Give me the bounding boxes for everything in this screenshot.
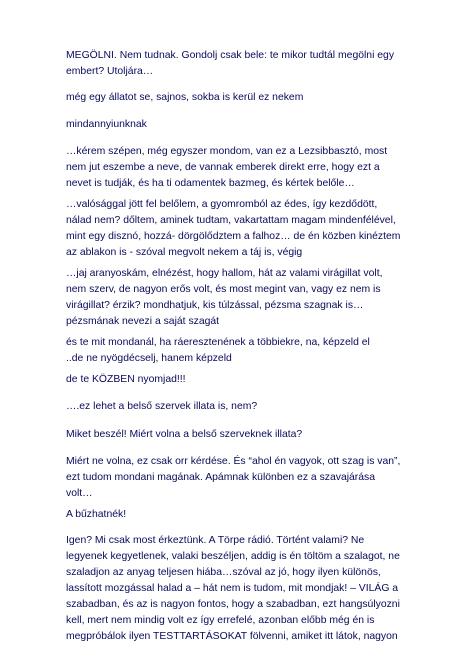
text-line: mindannyiunknak [66,119,147,130]
text-line: MEGÖLNI. Nem tudnak. Gondolj csak bele: te mikor tudtál megölni egy [66,50,395,61]
text-line: Miket beszél! Miért volna a belső szerveknek illata? [66,429,303,440]
text-line: ezt tudom mondani magának. Apámnak különben ez a szavajárása [66,472,376,483]
text-line: szaladjon az anyag teljesen hiába…szóval az jó, hogy ilyen különös, [66,567,381,578]
text-line: volt… [66,488,93,499]
text-line: lassított mozgással halad a – hát nem is tudom, mit mondjak! – VILÁG a [66,583,399,594]
text-line: ….ez lehet a belső szervek illata is, nem? [66,401,258,412]
paragraph-6 [66,266,406,330]
text-line: és te mit mondanál, ha ráeresztenének a többiekre, na, képzeld el [66,337,370,348]
text-line: legyenek kegyetlenek, valaki beszéljen, addig is én töltöm a szalagot, ne [66,551,400,562]
paragraph-3 [66,117,406,133]
paragraph-2 [66,90,406,106]
text-line: embert? Utoljára… [66,66,154,77]
paragraph-9 [66,399,406,415]
paragraph-10 [66,427,406,443]
text-line: pézsmának nevezi a saját szagát [66,316,220,327]
text-line: virágillat? érzik? mondhatjuk, kis túlzással, pézsma szagnak is… [66,300,364,311]
paragraph-4 [66,144,406,192]
text-line: nem jut eszembe a neve, de vannak emberek direkt erre, hogy ezt a [66,162,380,173]
text-line: …kérem szépen, még egyszer mondom, van ez a Lezsibbasztó, most [66,146,388,157]
paragraph-8 [66,372,406,388]
text-line: mint egy disznó, hozzá- dörgölődztem a falhoz… de én közben kinéztem [66,231,401,242]
text-line: még egy állatot se, sajnos, sokba is kerül ez nekem [66,92,304,103]
text-line: az ablakon is - szóval megvolt nekem a táj is, végig [66,247,303,258]
text-line: nem szerv, de nagyon erős volt, és most megint van, vagy ez nem is [66,284,381,295]
paragraph-7 [66,335,406,367]
paragraph-12 [66,507,406,523]
text-line: …valósággal jött fel belőlem, a gyomromból az édes, így kezdődött, [66,199,378,210]
text-line: de te KÖZBEN nyomjad!!! [66,374,186,385]
text-line: nevet is tudják, és ha ti odamentek bazmeg, és kértek belőle… [66,178,355,189]
text-line: szabadban, és az is nagyon fontos, hogy a szabadban, ezt hangsúlyozni [66,599,400,610]
paragraph-5 [66,197,406,261]
text-line: megpróbálok ilyen TESTTARTÁSOKAT fölvenni, amiket itt látok, nagyon [66,631,398,642]
text-line: kell, mert nem mindig volt ez így errefelé, azonban előbb még én is [66,615,375,626]
text-line: nálad nem? dőltem, aminek tudtam, vakartattam magam mindenfélével, [66,215,396,226]
text-line: A bűzhatnék! [66,509,127,520]
paragraph-11 [66,454,406,502]
paragraph-1 [66,48,406,80]
text-line: …jaj aranyoskám, elnézést, hogy hallom, hát az valami virágillat volt, [66,268,383,279]
paragraph-13 [66,533,406,645]
text-line: ..de ne nyögdécselj, hanem képzeld [66,353,232,364]
text-line: Igen? Mi csak most érkeztünk. A Törpe rádió. Történt valami? Ne [66,535,365,546]
text-line: Miért ne volna, ez csak orr kérdése. És “ahol én vagyok, ott szag is van”, [66,456,401,467]
